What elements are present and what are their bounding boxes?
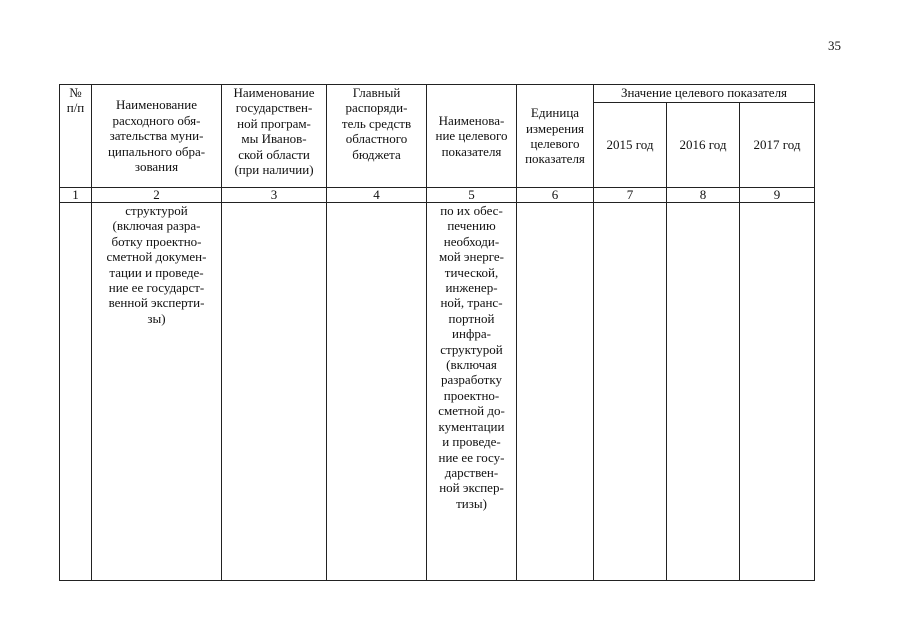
header-unit: Единица измерения целевого показателя [517,85,594,188]
cell-indicator-name: по их обес- печению необходи- мой энерге- тической, инженер- ной, транс- портной инфра- структурой (включая разработку проектно- сметной до- кументации и проведе- ние ее госу- дарствен- ной экспер- тизы) [427,203,517,581]
column-number: 7 [594,188,667,203]
header-target-value-group: Значение целевого показателя [594,85,815,103]
header-year-2017: 2017 год [740,103,815,188]
cell-value-2016 [667,203,740,581]
column-number: 1 [60,188,92,203]
header-year-2015: 2015 год [594,103,667,188]
cell-state-program [222,203,327,581]
cell-value-2017 [740,203,815,581]
header-budget-administrator: Главный распоряди- тель средств областного бюджета [327,85,427,188]
table-row [60,203,815,581]
cell-row-number [60,203,92,581]
cell-unit [517,203,594,581]
column-number: 9 [740,188,815,203]
column-number: 8 [667,188,740,203]
column-number: 5 [427,188,517,203]
cell-value-2015 [594,203,667,581]
header-row-number: № п/п [60,85,92,188]
header-state-program: Наименование государствен- ной програм- мы Иванов- ской области (при наличии) [222,85,327,188]
column-number: 2 [92,188,222,203]
page-number: 35 [828,38,841,53]
column-number: 6 [517,188,594,203]
target-indicator-table [59,84,815,581]
column-number: 3 [222,188,327,203]
column-number: 4 [327,188,427,203]
column-number-row [60,188,815,203]
cell-budget-administrator [327,203,427,581]
header-row-top [60,85,815,103]
header-indicator-name: Наименова- ние целевого показателя [427,85,517,188]
header-year-2016: 2016 год [667,103,740,188]
cell-obligation-name: структурой (включая разра- ботку проектно- сметной докумен- тации и проведе- ние ее государст- венной эксперти- зы) [92,203,222,581]
header-obligation-name: Наименование расходного обя- зательства муни- ципального обра- зования [92,85,222,188]
